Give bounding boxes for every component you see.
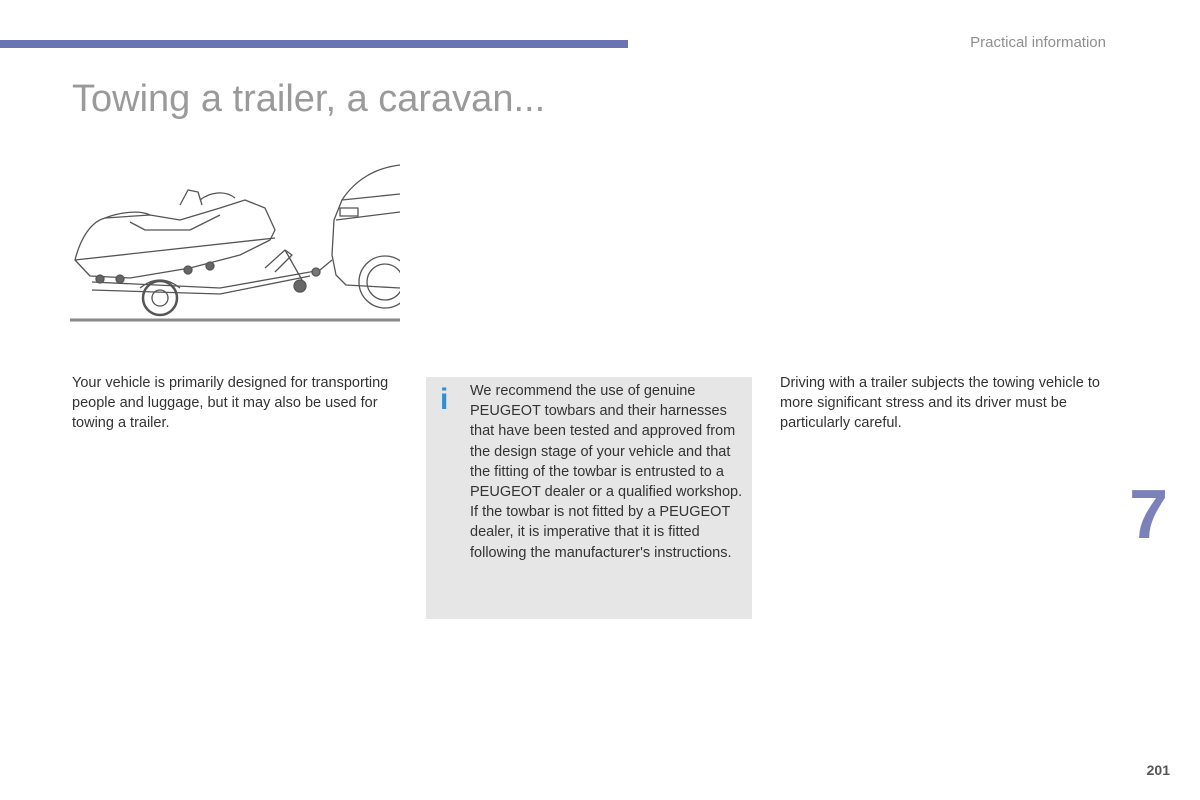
header-accent-bar <box>0 40 628 48</box>
trailer-drawing <box>92 250 310 315</box>
car-rear-drawing <box>310 165 400 308</box>
towing-illustration <box>70 160 400 325</box>
info-icon: i <box>440 383 449 416</box>
chapter-number: 7 <box>1129 475 1168 553</box>
info-paragraph-2: If the towbar is not fitted by a PEUGEOT dealer, it is imperative that it is fitted following the manufacturer's instructions. <box>470 504 732 561</box>
page-number: 201 <box>1146 762 1170 778</box>
section-title: Practical information <box>970 34 1106 51</box>
jet-ski-drawing <box>75 190 275 283</box>
intro-paragraph: Your vehicle is primarily designed for transporting people and luggage, but it may also be used for towing a trailer. <box>72 375 389 432</box>
warning-paragraph: Driving with a trailer subjects the towing vehicle to more significant stress and its driver must be particularly careful. <box>780 375 1100 432</box>
info-box-text <box>470 381 748 563</box>
info-box <box>426 377 752 619</box>
info-paragraph-1: We recommend the use of genuine PEUGEOT towbars and their harnesses that have been tested and approved from the design stage of your vehicle and that the fitting of the towbar is entrusted to a PEUGEOT dealer or a qualified workshop. <box>470 383 743 501</box>
page-title: Towing a trailer, a caravan... <box>72 78 546 120</box>
